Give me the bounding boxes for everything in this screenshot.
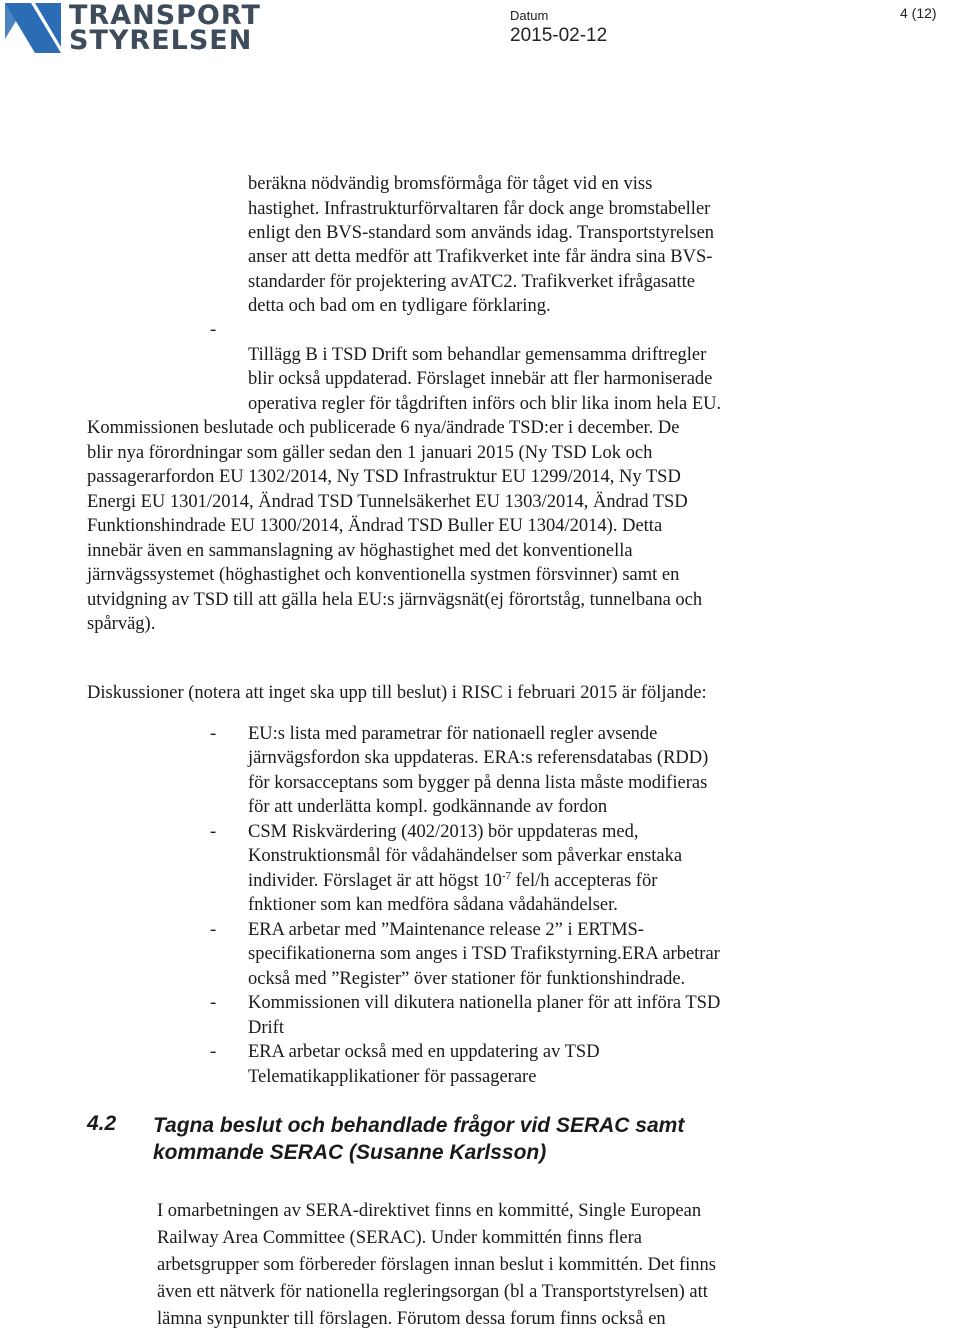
paragraph-line: spårväg).: [87, 614, 156, 634]
page-number: 4 (12): [900, 5, 937, 21]
bullet-dash: -: [210, 320, 217, 340]
paragraph-line: arbetsgrupper som förbereder förslagen innan beslut i kommittén. Det finns: [157, 1255, 716, 1275]
bullet-line: för att underlätta kompl. godkännande av fordon: [248, 797, 608, 817]
discussion-intro: Diskussioner (notera att inget ska upp till beslut) i RISC i februari 2015 är följande:: [87, 683, 707, 703]
paragraph-line: passagerarfordon EU 1302/2014, Ny TSD Infrastruktur EU 1299/2014, Ny TSD: [87, 467, 681, 487]
paragraph-line: Kommissionen beslutade och publicerade 6 nya/ändrade TSD:er i december. De: [87, 418, 680, 438]
paragraph-line: Railway Area Committee (SERAC). Under kommittén finns flera: [157, 1228, 643, 1248]
paragraph-line: järnvägssystemet (höghastighet och konventionella systmen försvinner) samt en: [87, 565, 680, 585]
bullet-line: [248, 869, 657, 893]
bullet-line: ERA arbetar också med en uppdatering av TSD: [248, 1042, 600, 1062]
text-line: operativa regler för tågdriften införs och blir lika inom hela EU.: [248, 394, 722, 414]
bullet-line: Telematikapplikationer för passagerare: [248, 1067, 537, 1087]
paragraph-line: Funktionshindrade EU 1300/2014, Ändrad TSD Buller EU 1304/2014). Detta: [87, 516, 663, 536]
bullet-line: fnktioner som kan medföra sådana vådahändelser.: [248, 895, 618, 915]
paragraph-line: I omarbetningen av SERA-direktivet finns en kommitté, Single European: [157, 1201, 702, 1221]
paragraph-line: utvidgning av TSD till att gälla hela EU:s järnvägsnät(ej förortståg, tunnelbana och: [87, 590, 703, 610]
bullet-text: fel/h accepteras för: [511, 871, 658, 891]
bullet-text: individer. Förslaget är att högst 10: [248, 871, 502, 891]
bullet-line: Drift: [248, 1018, 284, 1038]
section-title: kommande SERAC (Susanne Karlsson): [153, 1141, 547, 1164]
bullet-dash: -: [210, 1042, 217, 1062]
exponent: -7: [501, 870, 511, 882]
logo-line1: TRANSPORT: [69, 0, 261, 31]
paragraph-line: även ett nätverk för nationella regleringsorgan (bl a Transportstyrelsen) att: [157, 1282, 708, 1302]
text-line: enligt den BVS-standard som används idag. Transportstyrelsen: [248, 223, 715, 243]
bullet-line: Kommissionen vill dikutera nationella planer för att införa TSD: [248, 993, 721, 1013]
bullet-line: Konstruktionsmål för vådahändelser som påverkar enstaka: [248, 846, 683, 866]
bullet-line: också med ”Register” över stationer för funktionshindrade.: [248, 969, 686, 989]
text-line: blir också uppdaterad. Förslaget innebär att fler harmoniserade: [248, 369, 713, 389]
transportstyrelsen-logo: [5, 0, 261, 56]
bullet-dash: -: [210, 920, 217, 940]
bullet-dash: -: [210, 993, 217, 1013]
paragraph-line: innebär även en sammanslagning av höghastighet med det konventionella: [87, 541, 633, 561]
paragraph-line: blir nya förordningar som gäller sedan den 1 januari 2015 (Ny TSD Lok och: [87, 443, 653, 463]
bullet-line: EU:s lista med parametrar för nationaell regler avsende: [248, 724, 658, 744]
section-title: Tagna beslut och behandlade frågor vid SERAC samt: [153, 1114, 685, 1137]
bullet-line: järnvägsfordon ska uppdateras. ERA:s referensdatabas (RDD): [248, 748, 709, 768]
date-value: 2015-02-12: [510, 25, 608, 46]
text-line: hastighet. Infrastrukturförvaltaren får dock ange bromstabeller: [248, 199, 711, 219]
date-label: Datum: [510, 8, 549, 23]
logo-mark-icon: [5, 3, 61, 53]
bullet-line: för korsacceptans som bygger på denna lista måste modifieras: [248, 773, 708, 793]
bullet-line: ERA arbetar med ”Maintenance release 2” i ERTMS-: [248, 920, 644, 940]
bullet-dash: -: [210, 822, 217, 842]
section-number: 4.2: [87, 1112, 117, 1135]
bullet-dash: -: [210, 724, 217, 744]
logo-line2: STYRELSEN: [69, 25, 253, 56]
text-line: detta och bad om en tydligare förklaring.: [248, 296, 551, 316]
paragraph-line: lämna synpunkter till förslagen. Förutom dessa forum finns också en: [157, 1309, 666, 1329]
bullet-line: CSM Riskvärdering (402/2013) bör uppdateras med,: [248, 822, 639, 842]
text-line: Tillägg B i TSD Drift som behandlar gemensamma driftregler: [248, 345, 707, 365]
bullet-line: specifikationerna som anges i TSD Trafikstyrning.ERA arbetrar: [248, 944, 720, 964]
paragraph-line: Energi EU 1301/2014, Ändrad TSD Tunnelsäkerhet EU 1303/2014, Ändrad TSD: [87, 492, 688, 512]
text-line: anser att detta medför att Trafikverket inte får ändra sina BVS-: [248, 247, 713, 267]
text-line: standarder för projektering avATC2. Trafikverket ifrågasatte: [248, 272, 695, 292]
text-line: beräkna nödvändig bromsförmåga för tåget vid en viss: [248, 174, 653, 194]
